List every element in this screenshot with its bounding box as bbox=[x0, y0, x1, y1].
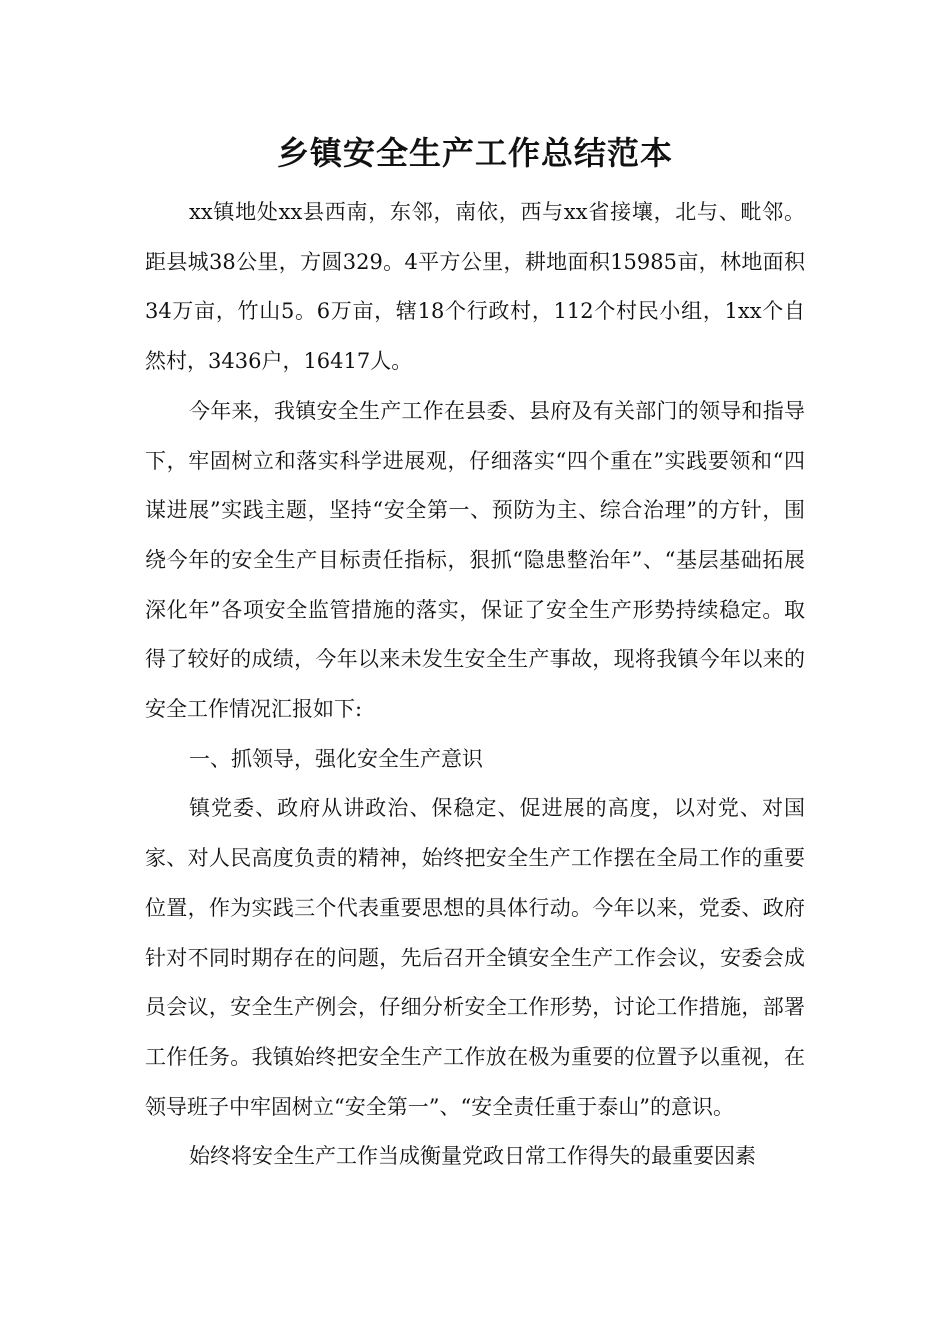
document-title: 乡镇安全生产工作总结范本 bbox=[276, 134, 673, 172]
paragraph-overview: xx镇地处xx县西南，东邻，南依，西与xx省接壤，北与、毗邻。距县城38公里，方圆329。4平方公里，耕地面积15985亩，林地面积34万亩，竹山5。6万亩，辖18个行政村，112个村民小组，1xx个自然村，3436户，16417人。 bbox=[145, 200, 805, 374]
paragraph-leadership: 镇党委、政府从讲政治、保稳定、促进展的高度，以对党、对国家、对人民高度负责的精神，始终把安全生产工作摆在全局工作的重要位置，作为实践三个代表重要思想的具体行动。今年以来，党委、政府针对不同时期存在的问题，先后召开全镇安全生产工作会议，安委会成员会议，安全生产例会，仔细分析安全工作形势，讨论工作措施，部署工作任务。我镇始终把安全生产工作放在极为重要的位置予以重视，在领导班子中牢固树立“安全第一”、“安全责任重于泰山”的意识。 bbox=[145, 796, 805, 1119]
document-body bbox=[145, 128, 805, 1182]
paragraph-continuation: 始终将安全生产工作当成衡量党政日常工作得失的最重要因素 bbox=[189, 1144, 756, 1169]
section-heading-leadership: 一、抓领导，强化安全生产意识 bbox=[189, 746, 483, 771]
paragraph-introduction: 今年来，我镇安全生产工作在县委、县府及有关部门的领导和指导下，牢固树立和落实科学进展观，仔细落实“四个重在”实践要领和“四谋进展”实践主题，坚持“安全第一、预防为主、综合治理”的方针，围绕今年的安全生产目标责任指标，狠抓“隐患整治年”、“基层基础拓展深化年”各项安全监管措施的落实，保证了安全生产形势持续稳定。取得了较好的成绩，今年以来未发生安全生产事故，现将我镇今年以来的安全工作情况汇报如下: bbox=[145, 398, 805, 722]
